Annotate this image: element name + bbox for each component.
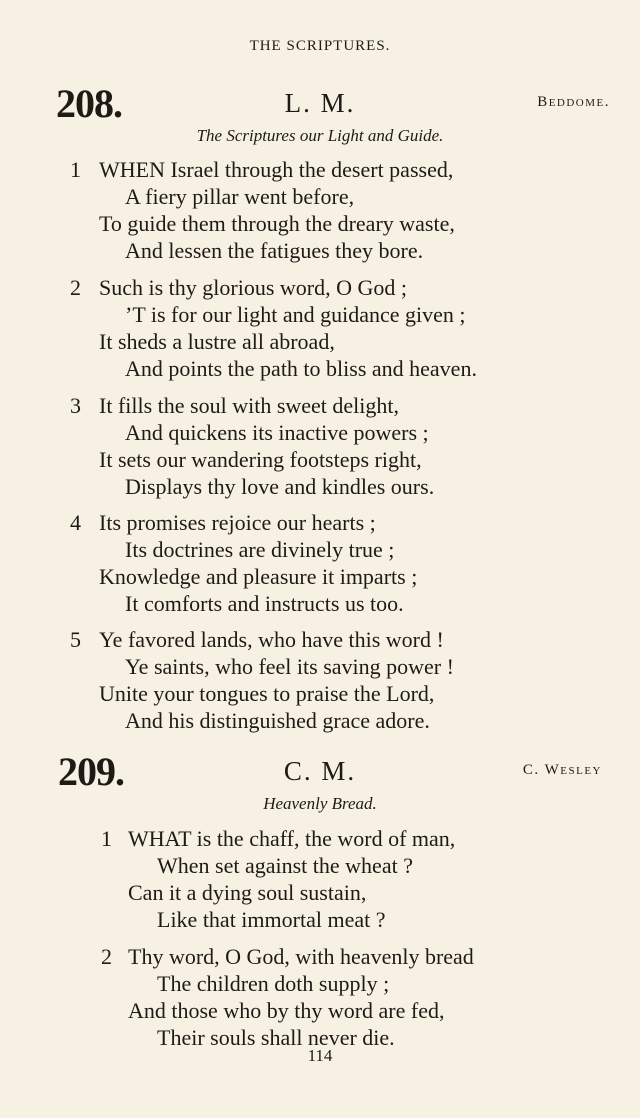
stanza-number: 1 <box>101 826 112 851</box>
verse-line: Like that immortal meat ? <box>157 907 386 932</box>
hymn-meter: C. M. <box>283 756 357 786</box>
stanza-number: 1 <box>70 157 81 182</box>
stanza-number: 2 <box>70 275 81 300</box>
verse-line: It comforts and instructs us too. <box>125 591 404 616</box>
verse-line: And quickens its inactive powers ; <box>125 420 429 445</box>
hymn-208-header <box>0 80 640 130</box>
verse-line: Their souls shall never die. <box>157 1025 395 1050</box>
verse-line: Ye saints, who feel its saving power ! <box>125 654 454 679</box>
verse-line: WHEN Israel through the desert passed, <box>99 157 454 182</box>
verse-line: WHAT is the chaff, the word of man, <box>128 826 456 851</box>
running-head: THE SCRIPTURES. <box>249 38 391 54</box>
verse-line: The children doth supply ; <box>157 971 390 996</box>
hymn-author: Beddome. <box>537 94 610 110</box>
stanza-number: 5 <box>70 627 81 652</box>
verse-line: Such is thy glorious word, O God ; <box>99 275 407 300</box>
verse-line: And lessen the fatigues they bore. <box>125 238 424 263</box>
verse-line: Its doctrines are divinely true ; <box>125 537 395 562</box>
verse-line: And points the path to bliss and heaven. <box>125 356 477 381</box>
stanza-number: 2 <box>101 944 112 969</box>
verse-line: When set against the wheat ? <box>157 853 413 878</box>
verse-line: Can it a dying soul sustain, <box>128 880 367 905</box>
verse-line: Unite your tongues to praise the Lord, <box>99 681 435 706</box>
verse-line: ’T is for our light and guidance given ; <box>125 302 466 327</box>
verse-line: A fiery pillar went before, <box>125 184 355 209</box>
verse-line: To guide them through the dreary waste, <box>99 211 455 236</box>
verse-line: It fills the soul with sweet delight, <box>99 393 400 418</box>
hymn-subtitle: Heavenly Bread. <box>263 794 377 813</box>
hymn-number: 209. <box>58 749 124 794</box>
hymn-number: 208. <box>56 81 122 126</box>
stanza-number: 4 <box>70 510 81 535</box>
page-number: 114 <box>307 1046 333 1065</box>
verse-line: It sheds a lustre all abroad, <box>99 329 335 354</box>
verse-line: Thy word, O God, with heavenly bread <box>128 944 474 969</box>
hymn-meter: L. M. <box>284 88 356 118</box>
hymn-subtitle: The Scriptures our Light and Guide. <box>196 126 444 145</box>
hymn-author: C. Wesley <box>522 762 602 778</box>
verse-line: Knowledge and pleasure it imparts ; <box>99 564 418 589</box>
hymn-209-header <box>0 748 640 798</box>
verse-line: Its promises rejoice our hearts ; <box>99 510 376 535</box>
stanza-number: 3 <box>70 393 81 418</box>
verse-line: It sets our wandering footsteps right, <box>99 447 422 472</box>
verse-line: Displays thy love and kindles ours. <box>125 474 435 499</box>
verse-line: And his distinguished grace adore. <box>125 708 430 733</box>
verse-line: And those who by thy word are fed, <box>128 998 445 1023</box>
verse-line: Ye favored lands, who have this word ! <box>99 627 444 652</box>
